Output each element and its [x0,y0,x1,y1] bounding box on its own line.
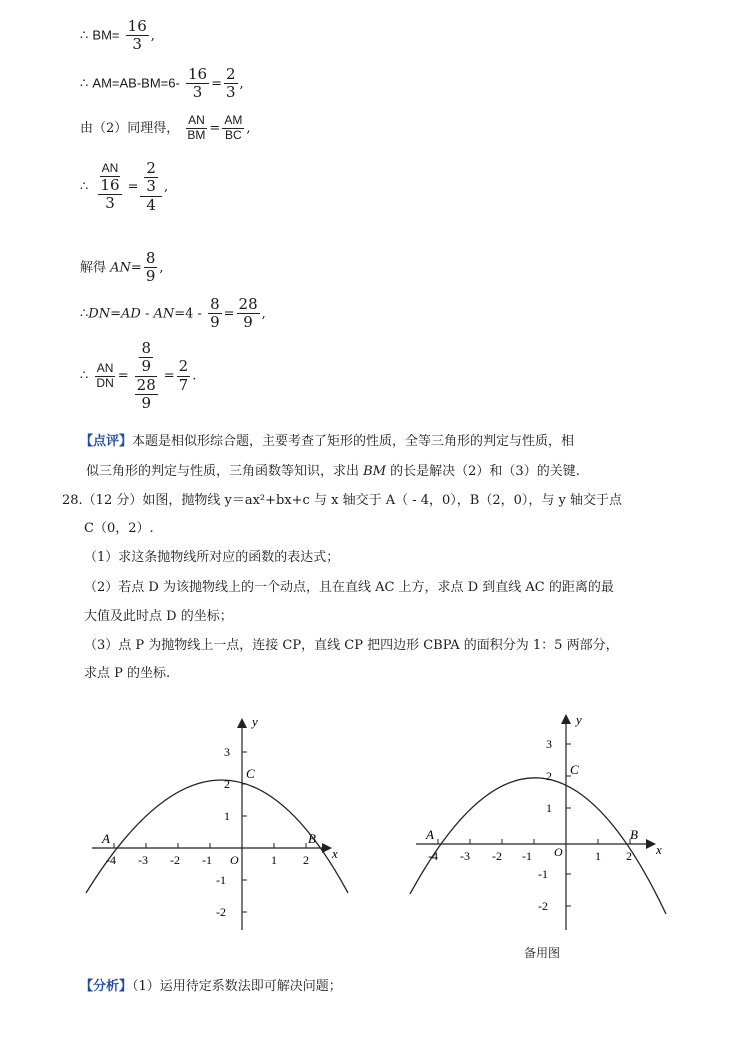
parabola-curve [410,778,666,914]
frac-16: 16 [100,175,120,194]
equals: = [163,368,175,384]
y-axis-arrow [561,714,571,724]
equals: = [127,179,139,195]
step-dn [80,296,266,332]
r-9: 9 [141,357,151,376]
y-tick-label: -2 [538,899,548,913]
bm-lhs: BM= [92,27,120,43]
y-tick-label: -1 [538,867,548,881]
therefore-symbol: ∴ [80,306,89,322]
frac-2: 2 [146,159,156,177]
x-label: x [332,846,338,861]
punct: , [239,76,244,92]
bm-num: 16 [127,17,147,35]
step-am [80,66,244,102]
step-bm [80,18,155,54]
point-a-label: A [426,827,434,842]
equals: = [110,306,121,322]
figure-caption: 备用图 [524,946,561,960]
x-tick-label: 1 [595,849,601,863]
y-tick-label: -2 [216,905,226,919]
r-8: 8 [141,339,151,357]
therefore-symbol: ∴ [80,179,89,195]
point-b-label: B [308,831,316,846]
x-tick-label: 1 [271,853,277,867]
am-den2: 3 [225,83,236,102]
y-tick-label: 3 [546,737,552,751]
comment-line-2 [86,460,580,479]
comment-text-1: 本题是相似形综合题，主要考查了矩形的性质，全等三角形的判定与性质，相 [132,434,575,449]
y-tick-label: 1 [546,801,552,815]
r-28: 28 [136,375,156,394]
step-similar [80,114,250,143]
var-an: AN [110,260,131,276]
minus: - [140,306,154,322]
am-den1: 3 [192,83,203,102]
dn-num1: 8 [210,295,220,313]
x-tick-label: -3 [138,853,148,867]
point-b-label: B [630,827,638,842]
therefore-symbol: ∴ [80,76,89,92]
y-tick-label: 1 [224,809,230,823]
y-tick-label: 2 [224,777,230,791]
x-tick-label: -2 [492,849,502,863]
equals: = [209,120,221,136]
frac-3: 3 [105,193,115,212]
var-ad: AD [121,306,141,322]
y-axis-arrow [237,718,247,728]
comment-text-2a: 似三角形的判定与性质，三角函数等知识，求出 [86,464,364,479]
x-label: x [656,842,662,857]
analysis-line [80,975,342,994]
am-num2: 2 [225,65,236,83]
y-tick-label: 3 [224,745,230,759]
problem-head-2: C（0，2）. [84,521,154,536]
punct: , [246,120,251,136]
question-1: （1）求这条抛物线所对应的函数的表达式； [84,550,340,565]
origin-label: O [554,845,563,859]
x-tick-label: -3 [460,849,470,863]
punct: , [159,260,164,276]
punct: , [150,28,155,44]
ratio-an-2: AN [96,360,114,375]
dn-den2: 9 [243,313,253,332]
therefore-symbol: ∴ [80,368,89,384]
bm-den: 3 [132,35,142,54]
step-solve-an [80,250,164,286]
frac-3b: 3 [146,177,156,196]
y-tick-label: 2 [546,769,552,783]
problem-head: 28.（12 分）如图，抛物线 y＝ax²+bx+c 与 x 轴交于 A（ - 4，0），B（2，0），与 y 轴交于点 [62,493,622,508]
x-tick-label: -2 [170,853,180,867]
question-2a: （2）若点 D 为该抛物线上的一个动点，且在直线 AC 上方，求点 D 到直线 AC 的距离的最 [84,580,614,595]
point-c-label: C [570,762,579,777]
comment-tag: 【点评】 [80,434,133,449]
equals: = [117,368,129,384]
var-dn: DN [88,306,111,322]
punct: , [261,306,266,322]
dn-num2: 28 [238,295,258,313]
y-label: y [576,712,582,727]
step-ratio [80,340,196,412]
an-den: 9 [145,267,156,286]
am-num1: 16 [187,65,208,83]
comment-text-2b: 的长是解决（2）和（3）的关键. [386,464,580,479]
an-num: 8 [145,249,156,267]
dn-den1: 9 [210,313,220,332]
eq-four-minus: =4 - [174,306,207,322]
step-compound-fraction [80,160,168,214]
frac-4: 4 [146,195,156,214]
result-2: 2 [178,357,189,376]
question-2b: 大值及此时点 D 的坐标； [84,609,233,624]
origin-label: O [230,853,239,867]
equals: = [211,76,222,92]
x-tick-label: -1 [522,849,532,863]
comment-var: BM [363,464,387,479]
y-tick-label: -1 [216,873,226,887]
solve-prefix: 解得 [80,260,111,276]
parabola-graph-1 [80,712,360,942]
ratio-am: AM [224,113,243,127]
result-7: 7 [178,375,189,394]
ratio-bc: BC [224,127,242,142]
am-lhs: AM=AB-BM=6- [92,75,180,91]
analysis-text: （1）运用待定系数法即可解决问题； [132,979,342,994]
y-label: y [252,714,258,729]
comment-line-1 [80,430,574,449]
similar-prefix: 由（2）同理得， [80,120,180,136]
therefore-symbol: ∴ [80,28,89,44]
question-3b: 求点 P 的坐标. [84,666,171,681]
x-tick-label: 2 [303,853,309,867]
point-a-label: A [102,831,110,846]
x-tick-label: 2 [626,849,632,863]
x-tick-label: -1 [202,853,212,867]
equals: = [223,306,235,322]
var-an: AN [153,306,175,322]
frac-an: AN [101,160,119,175]
ratio-dn: DN [96,375,114,390]
point-c-label: C [246,766,255,781]
punct: , [163,179,169,195]
x-tick-label: -4 [428,849,438,863]
question-3a: （3）点 P 为抛物线上一点，连接 CP，直线 CP 把四边形 CBPA 的面积分为 1：5 两部分， [84,638,619,653]
analysis-tag: 【分析】 [80,979,133,994]
x-axis-arrow [646,839,656,849]
ratio-bm: BM [187,127,206,142]
equals: = [130,260,142,276]
r-9b: 9 [141,393,151,412]
parabola-graph-2 [404,708,684,938]
punct: . [192,368,197,384]
ratio-an: AN [188,113,205,127]
x-tick-label: -4 [106,853,116,867]
